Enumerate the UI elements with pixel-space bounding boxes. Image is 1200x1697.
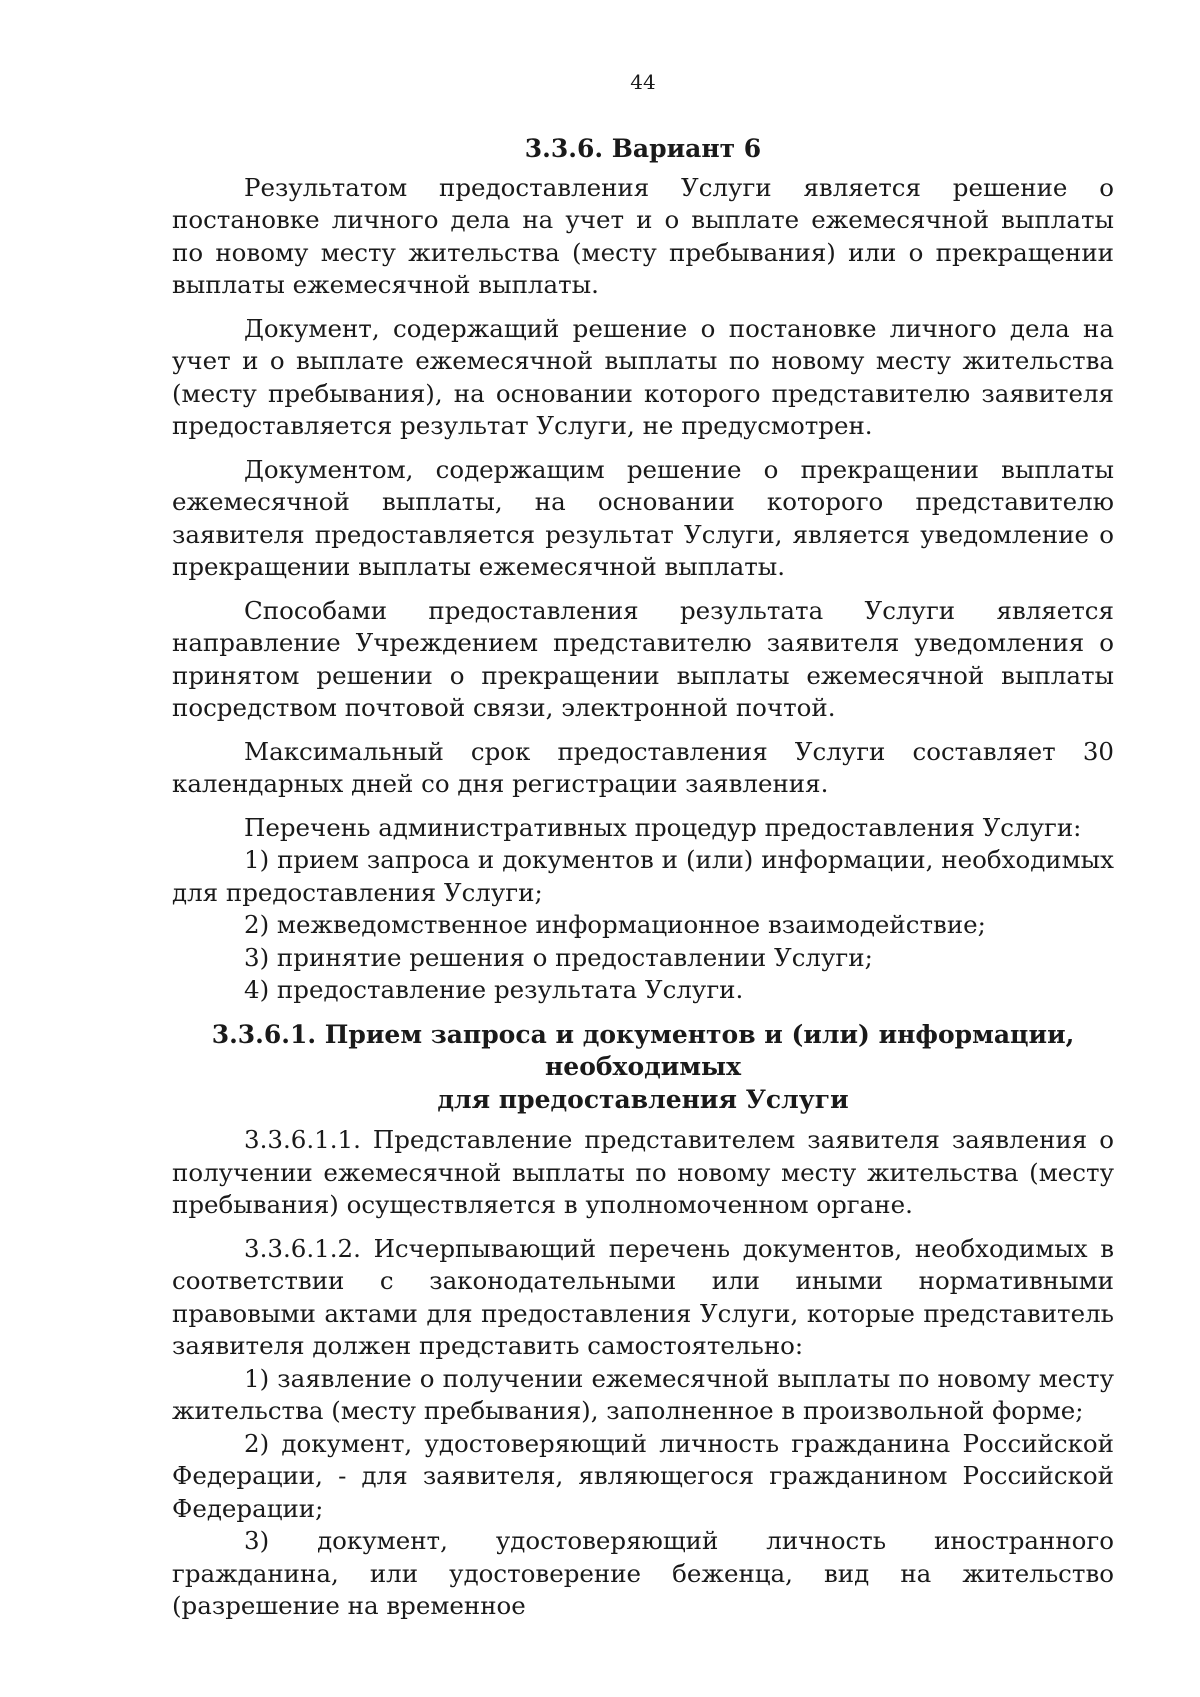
paragraph-termination-document: Документом, содержащим решение о прекращении выплаты ежемесячной выплаты, на основании которого представителю заявителя предоставляется результат Услуги, является уведомление о прекращении выплаты ежемесячной выплаты.: [172, 454, 1114, 581]
procedure-item: 4) предоставление результата Услуги.: [244, 975, 744, 1004]
paragraph-clause-2: 3.3.6.1.2. Исчерпывающий перечень документов, необходимых в соответствии с законодательными или иными нормативными правовыми актами для предоставления Услуги, которые представитель заявителя должен представить самостоятельно:: [172, 1233, 1114, 1360]
document-item: 2) документ, удостоверяющий личность гражданина Российской Федерации, - для заявителя, являющегося гражданином Российской Федерации;: [172, 1428, 1114, 1523]
section-heading: 3.3.6. Вариант 6: [524, 134, 762, 163]
procedures-intro: Перечень административных процедур предоставления Услуги:: [244, 812, 1082, 842]
subsection-heading: [172, 1019, 1114, 1117]
paragraph-result: Результатом предоставления Услуги является решение о постановке личного дела на учет и о выплате ежемесячной выплаты по новому месту жительства (месту пребывания) или о прекращении выплаты ежемесячной выплаты.: [172, 172, 1114, 299]
subsection-heading-line: для предоставления Услуги: [437, 1084, 849, 1114]
page-number: 44: [630, 70, 656, 94]
paragraph-max-term: Максимальный срок предоставления Услуги составляет 30 календарных дней со дня регистрации заявления.: [172, 736, 1114, 798]
procedure-item: 2) межведомственное информационное взаимодействие;: [244, 910, 986, 939]
document-item: 3) документ, удостоверяющий личность иностранного гражданина, или удостоверение беженца, вид на жительство (разрешение на временное: [172, 1526, 1114, 1620]
procedure-item: 1) прием запроса и документов и (или) информации, необходимых для предоставления Услуги;: [172, 845, 1114, 907]
procedure-item: 3) принятие решения о предоставлении Услуги;: [244, 942, 873, 972]
page-content: [172, 133, 1114, 1623]
paragraph-delivery-methods: Способами предоставления результата Услуги является направление Учреждением представителю заявителя уведомления о принятом решении о прекращении выплаты ежемесячной выплаты посредством почтовой связи, электронной почтой.: [172, 595, 1114, 722]
paragraph-clause-1: 3.3.6.1.1. Представление представителем заявителя заявления о получении ежемесячной выплаты по новому месту жительства (месту пребывания) осуществляется в уполномоченном органе.: [172, 1125, 1114, 1219]
subsection-heading-line: 3.3.6.1. Прием запроса и документов и (или) информации, необходимых: [211, 1019, 1075, 1081]
paragraph-decision-document: Документ, содержащий решение о постановке личного дела на учет и о выплате ежемесячной выплаты по новому месту жительства (месту пребывания), на основании которого представителю заявителя предоставляется результат Услуги, не предусмотрен.: [172, 313, 1114, 440]
document-item: 1) заявление о получении ежемесячной выплаты по новому месту жительства (месту пребывания), заполненное в произвольной форме;: [172, 1363, 1114, 1425]
